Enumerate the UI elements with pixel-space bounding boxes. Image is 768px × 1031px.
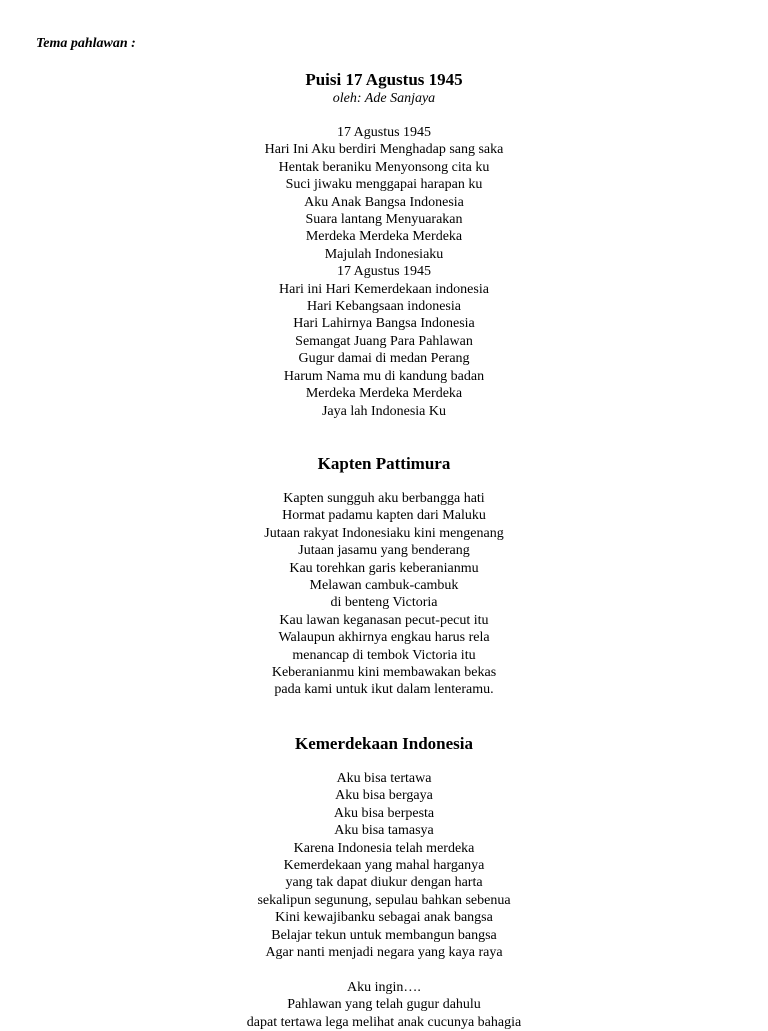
poem-line: sekalipun segunung, sepulau bahkan sebenua	[257, 892, 511, 908]
poem-line: Melawan cambuk-cambuk	[309, 578, 459, 594]
poem-title: Puisi 17 Agustus 1945	[305, 70, 463, 89]
poem-line: Aku bisa berpesta	[333, 805, 435, 821]
poem-line: Kapten sungguh aku berbangga hati	[283, 491, 485, 506]
poem-line: Walaupun akhirnya engkau harus rela	[278, 630, 490, 646]
poem-line: Hentak beraniku Menyonsong cita ku	[278, 159, 490, 175]
poem-line: Aku ingin….	[347, 979, 421, 995]
poem-line: Jutaan jasamu yang benderang	[298, 543, 470, 559]
poem-line: Semangat Juang Para Pahlawan	[295, 333, 473, 349]
poem-line: Aku bisa bergaya	[335, 788, 433, 804]
poem-line: Aku bisa tertawa	[336, 771, 432, 786]
poem-title: Kemerdekaan Indonesia	[294, 734, 474, 753]
poem-line: Kau torehkan garis keberanianmu	[289, 560, 479, 576]
poem-line: 17 Agustus 1945	[336, 264, 432, 280]
poem-line: Kemerdekaan yang mahal harganya	[283, 858, 485, 874]
poem-line: Aku Anak Bangsa Indonesia	[304, 194, 464, 210]
poem-line: Jutaan rakyat Indonesiaku kini mengenang	[264, 525, 504, 541]
poem-line: Kini kewajibanku sebagai anak bangsa	[275, 910, 493, 926]
poem-author: oleh: Ade Sanjaya	[332, 91, 436, 106]
poem-line: Karena Indonesia telah merdeka	[293, 840, 475, 856]
poem-line: Merdeka Merdeka Merdeka	[305, 229, 463, 245]
poem-line: Keberanianmu kini membawakan bekas	[271, 665, 497, 681]
poem-line: Agar nanti menjadi negara yang kaya raya	[265, 945, 503, 961]
poem-line: Belajar tekun untuk membangun bangsa	[271, 927, 497, 943]
poem-line: pada kami untuk ikut dalam lenteramu.	[274, 682, 494, 698]
poem-line: Kau lawan keganasan pecut-pecut itu	[279, 612, 489, 628]
stanza-break	[0, 961, 768, 978]
poem-line: yang tak dapat diukur dengan harta	[285, 875, 483, 891]
poem-line: Harum Nama mu di kandung badan	[283, 368, 485, 384]
poem-line: Aku bisa tamasya	[334, 823, 434, 839]
poem-line: Suci jiwaku menggapai harapan ku	[285, 177, 483, 193]
poem-lines	[0, 490, 768, 699]
poem-line: Jaya lah Indonesia Ku	[321, 403, 447, 419]
poem-title: Kapten Pattimura	[317, 454, 451, 473]
poem-17-agustus	[0, 70, 768, 420]
poem-line: 17 Agustus 1945	[336, 125, 432, 140]
poem-line: Hari Kebangsaan indonesia	[307, 299, 461, 315]
poem-lines	[0, 770, 768, 1031]
poem-line: Hari Ini Aku berdiri Menghadap sang saka	[264, 142, 504, 158]
poem-line: di benteng Victoria	[330, 595, 438, 611]
poem-lines	[0, 124, 768, 420]
poem-line: Pahlawan yang telah gugur dahulu	[287, 997, 481, 1013]
poem-kemerdekaan-indonesia	[0, 734, 768, 1031]
poem-line: Suara lantang Menyuarakan	[305, 212, 463, 228]
poem-kapten-pattimura	[0, 454, 768, 699]
poem-line: Hari ini Hari Kemerdekaan indonesia	[279, 281, 489, 297]
poem-line: Majulah Indonesiaku	[324, 246, 444, 262]
poem-line: dapat tertawa lega melihat anak cucunya bahagia	[246, 1014, 522, 1030]
poem-line: Gugur damai di medan Perang	[298, 351, 470, 367]
theme-label: Tema pahlawan :	[36, 36, 136, 51]
poem-line: Merdeka Merdeka Merdeka	[305, 386, 463, 402]
poem-line: Hari Lahirnya Bangsa Indonesia	[293, 316, 475, 332]
poem-line: menancap di tembok Victoria itu	[292, 647, 476, 663]
poem-line: Hormat padamu kapten dari Maluku	[282, 508, 486, 524]
